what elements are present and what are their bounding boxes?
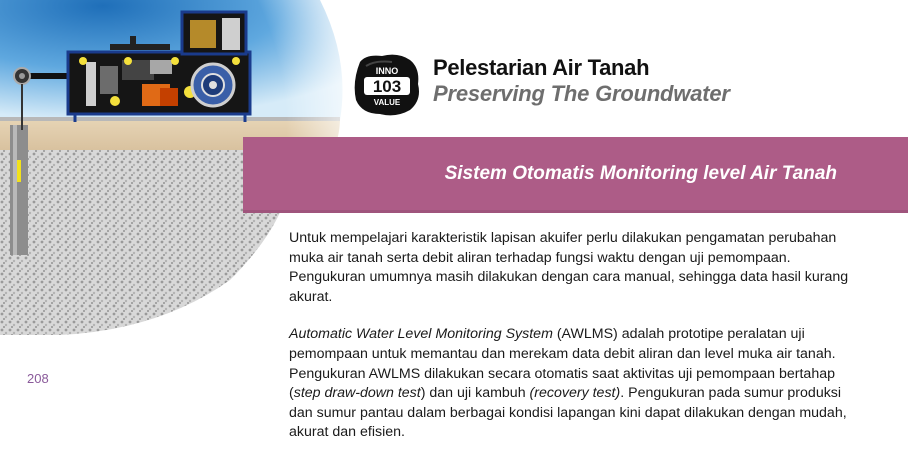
paragraph-intro: Untuk mempelajari karakteristik lapisan akuifer perlu dilakukan pengamatan perubahan muka air tanah serta debit aliran terhadap fungsi waktu dengan uji pemompaan. Pengukuran umumnya masih dilakukan dengan cara manual, sehingga data hasil kurang akurat. (289, 230, 849, 305)
term-awlms: Automatic Water Level Monitoring System (289, 326, 553, 343)
section-banner (243, 137, 908, 213)
svg-text:VALUE: VALUE (373, 98, 401, 107)
term-step-drawdown: step draw-down test (293, 385, 421, 402)
term-recovery: (recovery test) (529, 385, 621, 402)
page-number: 208 (27, 371, 49, 386)
inno-103-logo (352, 52, 422, 118)
page-title: Pelestarian Air Tanah (433, 55, 650, 80)
section-heading: Sistem Otomatis Monitoring level Air Tanah (444, 163, 837, 184)
page-subtitle: Preserving The Groundwater (433, 81, 730, 106)
paragraph-awlms: Automatic Water Level Monitoring System (AWLMS) adalah prototipe peralatan uji pemompaan untuk memantau dan merekam data debit aliran dan level muka air tanah. Pengukuran AWLMS dilakukan secara otomatis saat aktivitas uji pemompaan bertahap (step draw-down test) dan uji kambuh (recovery test). Pengukuran pada sumur produksi dan sumur pantau dalam berbagai kondisi lapangan kini dapat dilakukan dengan mudah, akurat dan efisien. (289, 326, 847, 441)
header-titles (433, 55, 730, 107)
svg-text:INNO: INNO (375, 66, 399, 76)
svg-text:103: 103 (372, 77, 402, 96)
body-text (289, 229, 849, 461)
